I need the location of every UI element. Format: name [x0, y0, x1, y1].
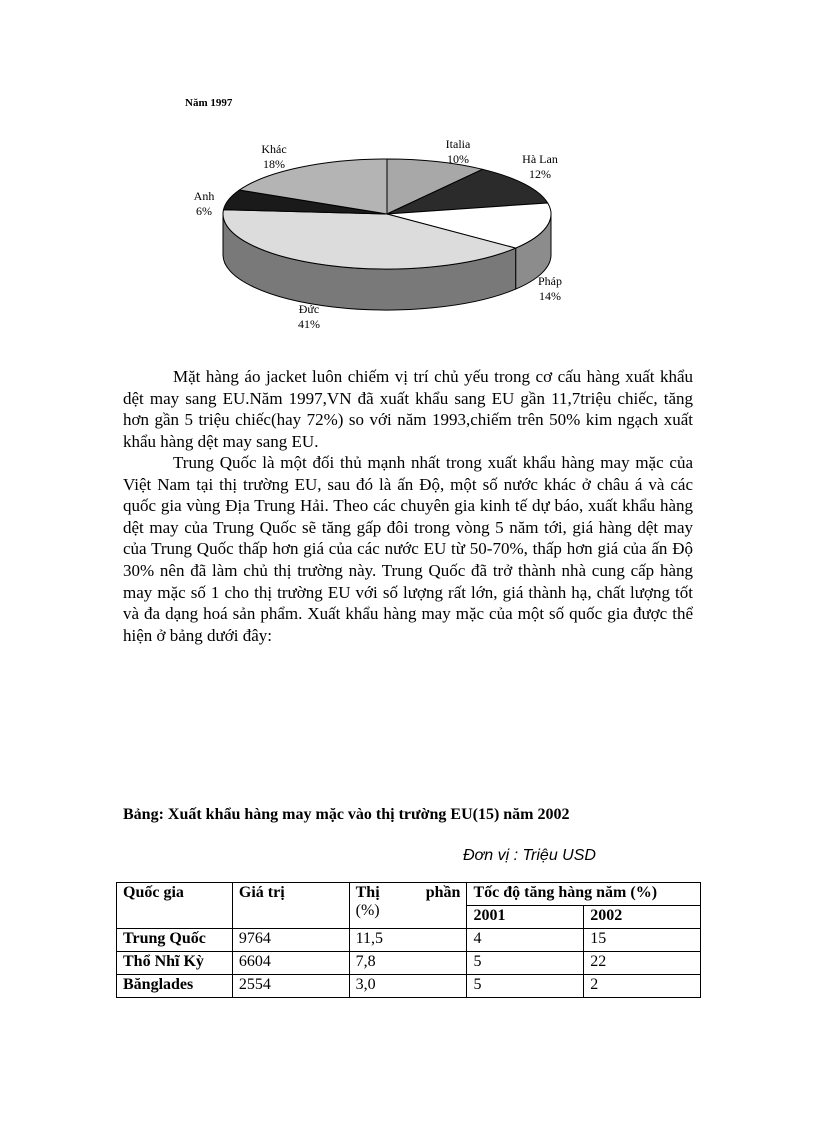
header-country: Quốc gia: [117, 883, 233, 929]
table-row: [117, 975, 701, 998]
cell-share: 11,5: [349, 929, 467, 952]
cell-growth-2001: 4: [467, 929, 584, 952]
cell-share: 7,8: [349, 952, 467, 975]
pie-label-khac: Khác 18%: [261, 142, 287, 171]
header-growth: Tốc độ tăng hàng năm (%): [467, 883, 701, 906]
header-2002: 2002: [584, 906, 701, 929]
table-header-row: [117, 883, 701, 906]
cell-value: 9764: [232, 929, 349, 952]
table-row: [117, 929, 701, 952]
pie-label-anh: Anh 6%: [193, 189, 215, 218]
header-2001: 2001: [467, 906, 584, 929]
pie-label-phap: Pháp 14%: [538, 274, 562, 303]
cell-growth-2002: 2: [584, 975, 701, 998]
cell-growth-2001: 5: [467, 975, 584, 998]
export-table: [116, 882, 701, 998]
pie-label-italia: Italia 10%: [445, 137, 471, 166]
chart-title: Năm 1997: [185, 97, 233, 109]
paragraph-trung-quoc: Trung Quốc là một đối thủ mạnh nhất trong xuất khẩu hàng may mặc của Việt Nam tại thị trường EU, sau đó là ấn Độ, một số nước khác ở châu á và các quốc gia vùng Địa Trung Hải. Theo các chuyên gia kinh tế dự báo, xuất khẩu hàng dệt may của Trung Quốc sẽ tăng gấp đôi trong vòng 5 năm tới, giá hàng dệt may của Trung Quốc thấp hơn giá của các nước EU từ 50-70%, thấp hơn giá của ấn Độ 30% nên đã làm chủ thị trường này. Trung Quốc đã trở thành nhà cung cấp hàng may mặc số 1 cho thị trường EU với số lượng rất lớn, giá thành hạ, chất lượng tốt và đa dạng hoá sản phẩm. Xuất khẩu hàng may mặc của một số quốc gia được thể hiện ở bảng dưới đây:: [123, 453, 693, 645]
header-value: Giá trị: [232, 883, 349, 929]
unit-note: Đơn vị : Triệu USD: [463, 847, 596, 864]
cell-growth-2002: 22: [584, 952, 701, 975]
header-share: Thị phần (%): [349, 883, 467, 929]
table-caption: Bảng: Xuất khẩu hàng may mặc vào thị trường EU(15) năm 2002: [123, 806, 570, 823]
cell-country: Bănglades: [117, 975, 233, 998]
pie-label-duc: Đức 41%: [298, 302, 320, 331]
cell-value: 6604: [232, 952, 349, 975]
cell-share: 3,0: [349, 975, 467, 998]
cell-growth-2001: 5: [467, 952, 584, 975]
cell-country: Trung Quốc: [117, 929, 233, 952]
cell-value: 2554: [232, 975, 349, 998]
pie-chart: [0, 0, 816, 360]
table-row: [117, 952, 701, 975]
paragraph-jacket: Mặt hàng áo jacket luôn chiếm vị trí chủ yếu trong cơ cấu hàng xuất khẩu dệt may sang EU.Năm 1997,VN đã xuất khẩu sang EU gần 11,7triệu chiếc, tăng hơn gần 5 triệu chiếc(hay 72%) so với năm 1993,chiếm trên 50% kim ngạch xuất khẩu hàng dệt may sang EU.: [123, 367, 693, 451]
pie-label-ha-lan: Hà Lan 12%: [522, 152, 558, 181]
cell-growth-2002: 15: [584, 929, 701, 952]
cell-country: Thổ Nhĩ Kỳ: [117, 952, 233, 975]
